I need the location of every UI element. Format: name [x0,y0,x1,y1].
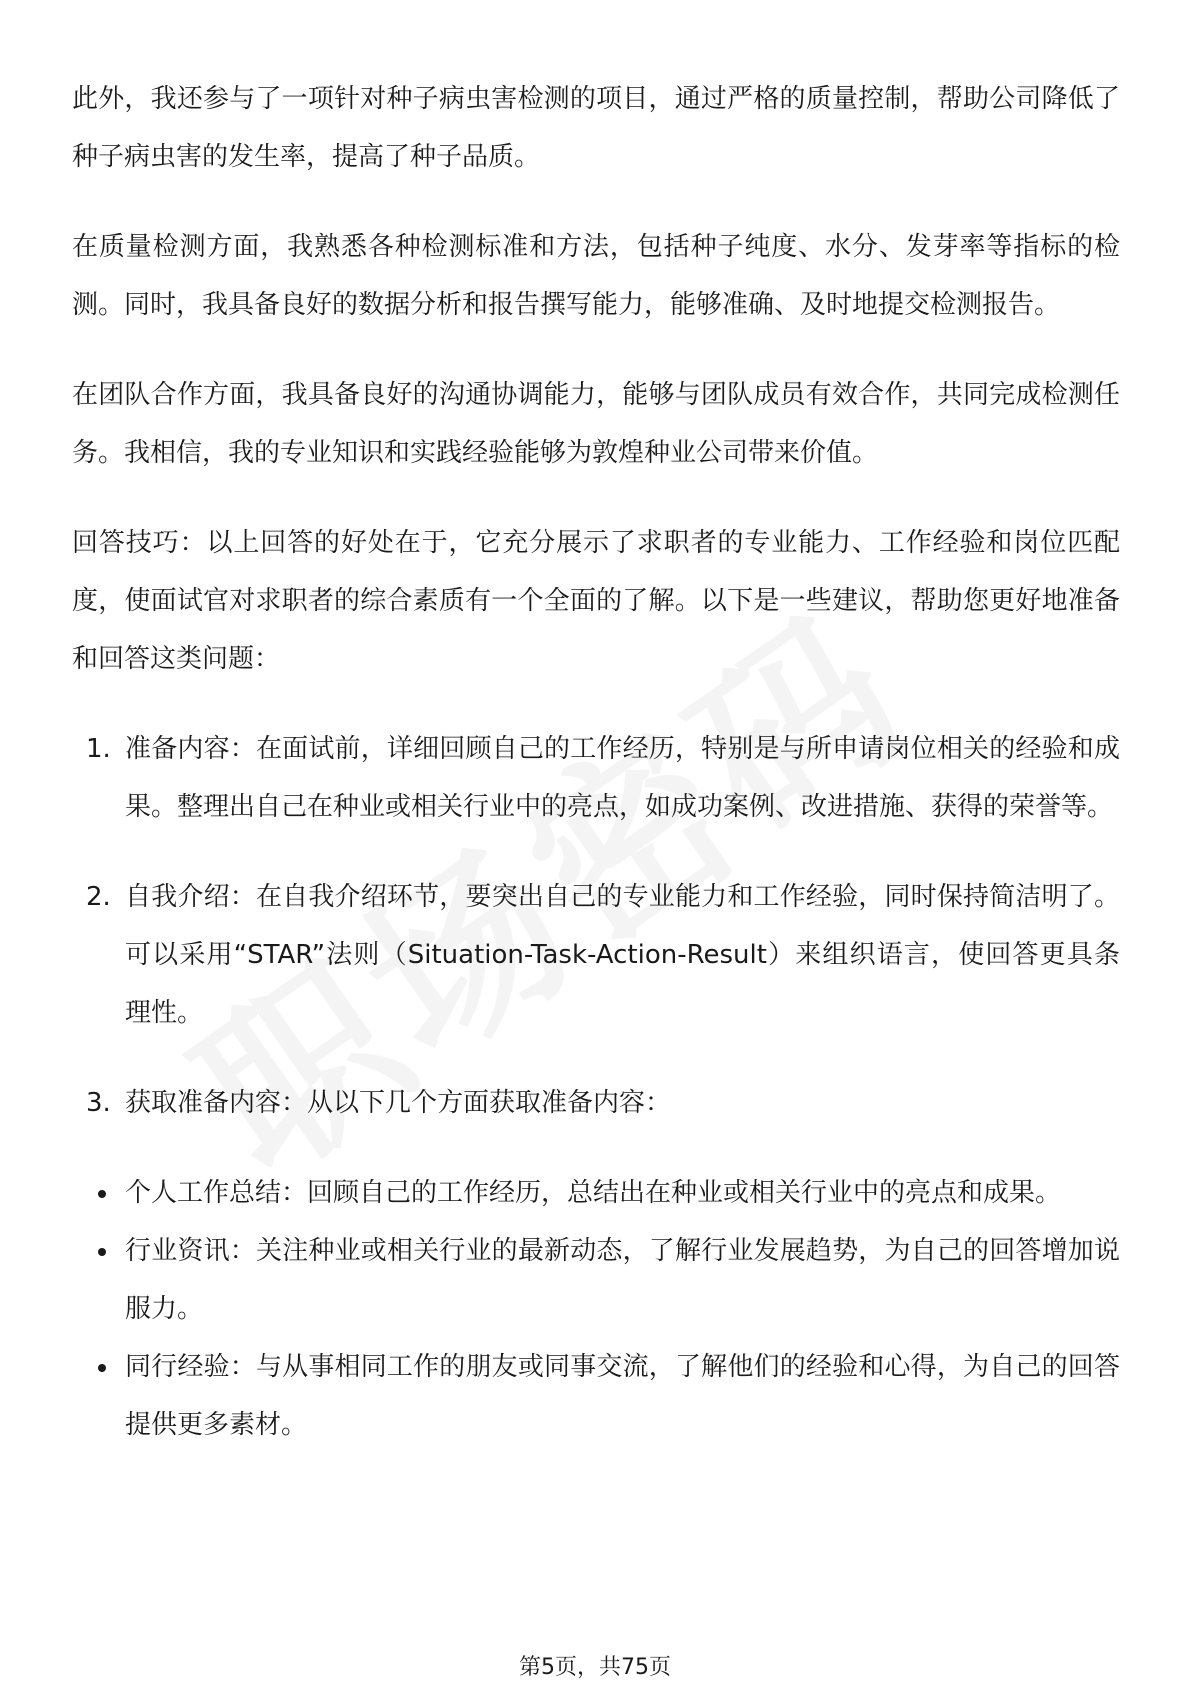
list-item-text: 获取准备内容：从以下几个方面获取准备内容： [125,1088,672,1118]
list-number: 1. [86,734,111,764]
paragraph: 在团队合作方面，我具备良好的沟通协调能力，能够与团队成员有效合作，共同完成检测任务。我相信，我的专业知识和实践经验能够为敦煌种业公司带来价值。 [72,380,1120,468]
list-number: 3. [86,1088,111,1118]
bullet-icon [98,1364,106,1372]
bullet-list [72,1164,1120,1454]
bullet-icon [98,1190,106,1198]
paragraph: 回答技巧：以上回答的好处在于，它充分展示了求职者的专业能力、工作经验和岗位匹配度，使面试官对求职者的综合素质有一个全面的了解。以下是一些建议，帮助您更好地准备和回答这类问题： [72,528,1120,674]
list-item-text: 个人工作总结：回顾自己的工作经历，总结出在种业或相关行业中的亮点和成果。 [125,1178,1062,1208]
list-item-text: 准备内容：在面试前，详细回顾自己的工作经历，特别是与所申请岗位相关的经验和成果。整理出自己在种业或相关行业中的亮点，如成功案例、改进措施、获得的荣誉等。 [125,734,1120,822]
list-item-text: 同行经验：与从事相同工作的朋友或同事交流，了解他们的经验和心得，为自己的回答提供更多素材。 [125,1352,1120,1440]
paragraph: 此外，我还参与了一项针对种子病虫害检测的项目，通过严格的质量控制，帮助公司降低了种子病虫害的发生率，提高了种子品质。 [72,84,1120,172]
numbered-list-item [72,868,1120,1042]
page-number: 第5页，共75页 [519,1655,671,1680]
bullet-list-item [72,1164,1120,1222]
list-number: 2. [86,882,111,912]
numbered-list-item [72,1074,1120,1132]
list-item-text: 自我介绍：在自我介绍环节，要突出自己的专业能力和工作经验，同时保持简洁明了。可以采用“STAR”法则（Situation-Task-Action-Result）来组织语言，使回答更具条理性。 [125,882,1120,1028]
bullet-icon [98,1248,106,1256]
paragraph: 在质量检测方面，我熟悉各种检测标准和方法，包括种子纯度、水分、发芽率等指标的检测。同时，我具备良好的数据分析和报告撰写能力，能够准确、及时地提交检测报告。 [72,232,1120,320]
numbered-list-item [72,720,1120,836]
numbered-list [72,720,1120,1132]
list-item-text: 行业资讯：关注种业或相关行业的最新动态，了解行业发展趋势，为自己的回答增加说服力。 [125,1236,1120,1324]
page-content [72,70,1120,1454]
bullet-list-item [72,1222,1120,1338]
bullet-list-item [72,1338,1120,1454]
